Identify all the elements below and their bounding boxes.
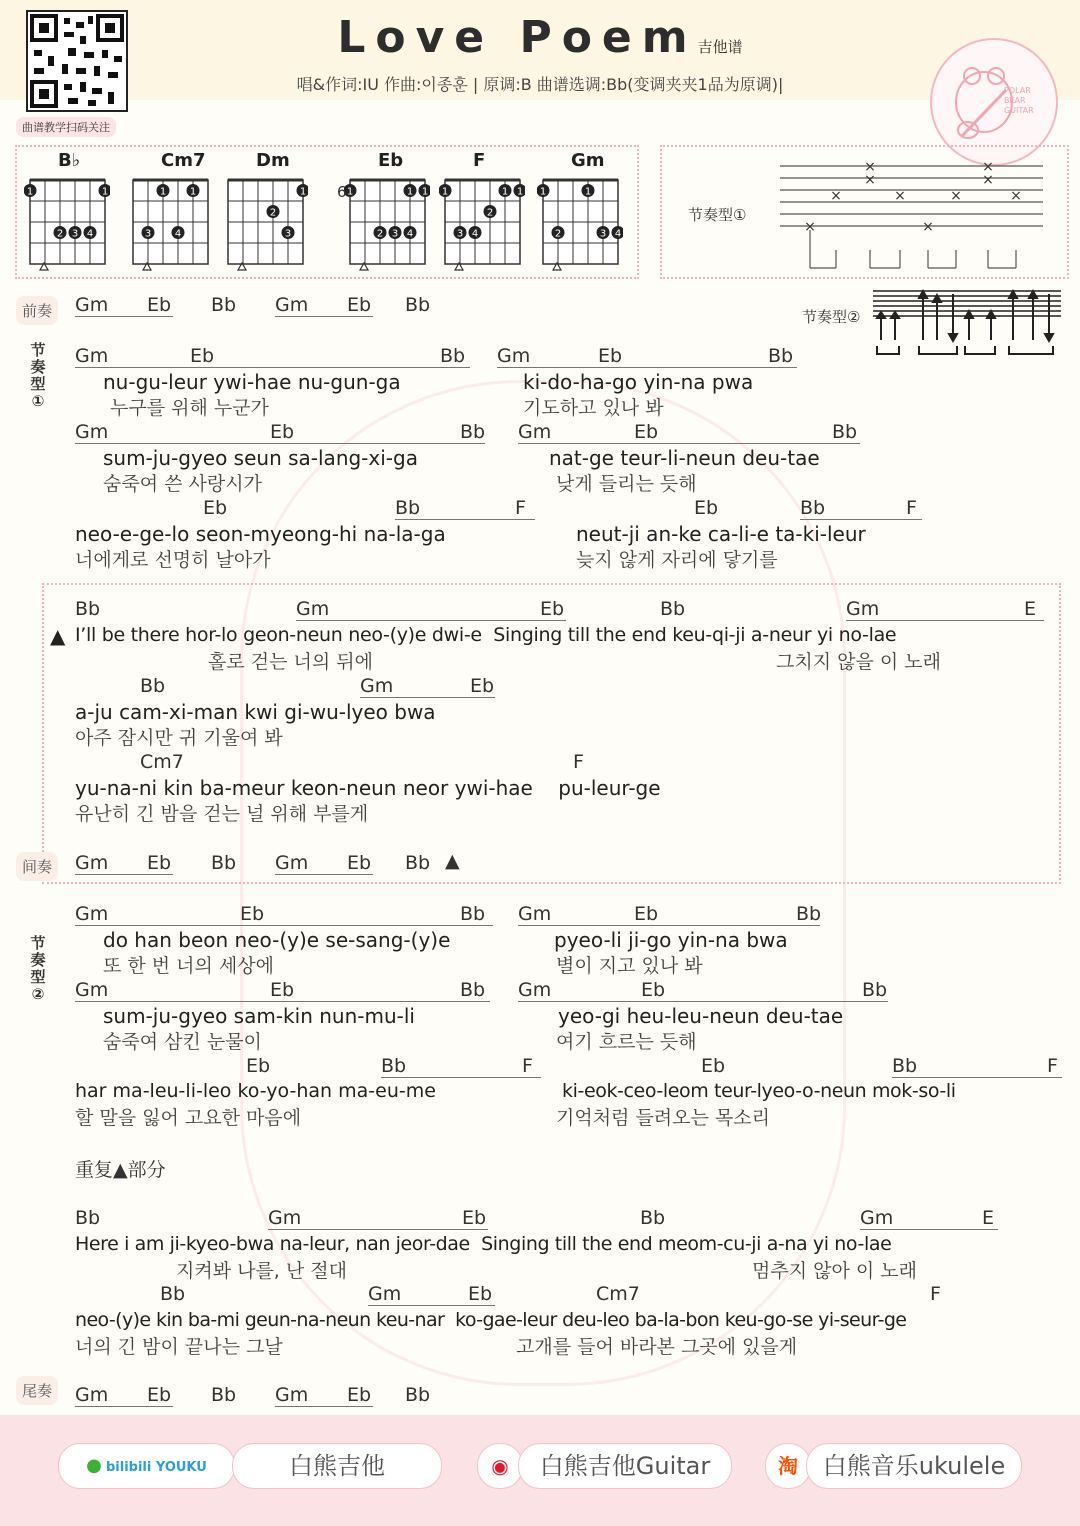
svg-text:1: 1 [346, 186, 354, 198]
chord: Gm [518, 979, 888, 1002]
chord: Eb [240, 903, 265, 925]
svg-text:1: 1 [299, 186, 307, 198]
lyric-line: sum-ju-gyeo seun sa-lang-xi-ga [103, 446, 418, 470]
chord: Gm [296, 598, 566, 621]
lyric-line: a-ju cam-xi-man kwi gi-wu-lyeo bwa [75, 700, 436, 724]
chord-diagram-grid [24, 172, 110, 272]
svg-text:1: 1 [406, 186, 414, 198]
svg-text:×: × [830, 188, 842, 204]
tag-intro: 前奏 [16, 296, 58, 325]
svg-text:×: × [922, 219, 934, 235]
chord: Bb [405, 852, 431, 874]
chord: E [1024, 598, 1037, 620]
svg-text:3: 3 [391, 228, 399, 240]
chord: Gm [275, 852, 373, 875]
chord: Eb [634, 903, 659, 925]
korean-lyric: 여기 흐르는 듯해 [556, 1031, 697, 1053]
svg-text:×: × [804, 219, 816, 235]
korean-lyric: 너의 긴 밤이 끝나는 그날 [75, 1336, 283, 1358]
chord: Eb [190, 345, 215, 367]
lyric-line: nu-gu-leur ywi-hae nu-gun-ga [103, 370, 401, 394]
chord: Eb [147, 852, 172, 874]
chord: Gm [75, 345, 470, 368]
chord-diagram-name: Eb [378, 150, 404, 171]
svg-text:2: 2 [376, 228, 384, 240]
chord-diagram-grid [344, 172, 430, 272]
logo-text: POLAR BEAR GUITAR [1004, 86, 1034, 115]
lyric-line: ki-do-ha-go yin-na pwa [523, 370, 754, 394]
svg-text:2: 2 [269, 207, 277, 219]
account-link-1[interactable]: 白熊吉他 [232, 1443, 442, 1489]
lyric-line: nat-ge teur-li-neun deu-tae [549, 446, 820, 470]
svg-text:×: × [1010, 188, 1022, 204]
chord: Bb [75, 1207, 101, 1229]
chord: Gm [518, 421, 860, 444]
lyric-line: neo-(y)e kin ba-mi geun-na-neun keu-nar ko-gae-leur deu-leo ba-la-bon keu-go-se yi-seur-ge [75, 1309, 907, 1331]
korean-lyric: 낮게 들리는 듯해 [556, 473, 697, 495]
chord: Eb [634, 421, 659, 443]
chord-diagram-name: Gm [571, 150, 605, 171]
chord: Bb [381, 1055, 541, 1078]
korean-lyric: 기억처럼 들려오는 목소리 [556, 1107, 770, 1129]
lyric-line: har ma-leu-li-leo ko-yo-han ma-eu-me [75, 1080, 436, 1102]
chord: Gm [75, 979, 490, 1002]
svg-text:3: 3 [284, 228, 292, 240]
chord: Eb [694, 497, 719, 519]
chord-diagram-grid [439, 172, 525, 272]
chord: Gm [75, 1384, 173, 1407]
svg-text:1: 1 [189, 186, 197, 198]
song-title: Love Poem吉他谱 [337, 12, 743, 63]
svg-text:1: 1 [516, 186, 524, 198]
chord: Gm [75, 294, 173, 317]
korean-lyric: 유난히 긴 밤을 걷는 널 위해 부를게 [75, 803, 369, 825]
svg-text:2: 2 [486, 207, 494, 219]
chord: Eb [468, 1283, 493, 1305]
chord: Bb [640, 1207, 666, 1229]
lyric-line: do han beon neo-(y)e se-sang-(y)e [103, 928, 451, 952]
korean-lyric: 멈추지 않아 이 노래 [752, 1260, 917, 1282]
chord: Bb [460, 903, 486, 925]
account-link-3[interactable]: 白熊音乐ukulele [806, 1443, 1022, 1489]
chord: F [573, 751, 584, 773]
svg-text:4: 4 [406, 228, 414, 240]
svg-text:1: 1 [26, 186, 34, 198]
korean-lyric: 기도하고 있나 봐 [523, 397, 664, 419]
chord: Bb [405, 1384, 431, 1406]
chord: Bb [211, 1384, 237, 1406]
korean-lyric: 지켜봐 나를, 난 절대 [176, 1260, 347, 1282]
svg-text:×: × [894, 188, 906, 204]
repeat-marker: ▲ [445, 850, 460, 872]
chord-diagram-grid [537, 172, 623, 272]
svg-text:×: × [982, 172, 994, 188]
svg-text:4: 4 [471, 228, 479, 240]
chord: Bb [140, 675, 166, 697]
chord: Bb [796, 903, 822, 925]
chord: Gm [360, 675, 495, 698]
chord: Gm [497, 345, 797, 368]
fret-position-marker: 6 [337, 183, 347, 201]
svg-text:3: 3 [456, 228, 464, 240]
title-suffix: 吉他谱 [697, 38, 743, 56]
svg-text:×: × [864, 160, 876, 175]
lyric-line: neo-e-ge-lo seon-myeong-hi na-la-ga [75, 522, 446, 546]
chord: Eb [203, 497, 228, 519]
korean-lyric: 그치지 않을 이 노래 [776, 651, 941, 673]
chord: Gm [275, 294, 373, 317]
svg-text:1: 1 [101, 186, 109, 198]
qr-caption: 曲谱教学扫码关注 [16, 117, 116, 137]
chord: Gm [518, 903, 820, 926]
chord: Eb [270, 979, 295, 1001]
korean-lyric: 별이 지고 있나 봐 [556, 955, 703, 977]
chord-diagram-name: Cm7 [161, 150, 206, 171]
chord: F [522, 1055, 533, 1077]
chord: Gm [846, 598, 1044, 621]
chord: Eb [641, 979, 666, 1001]
svg-text:1: 1 [421, 186, 429, 198]
chord-diagram-name: F [473, 150, 486, 171]
svg-text:×: × [864, 172, 876, 188]
repeat-note: 重复▲部分 [75, 1159, 166, 1181]
rhythm-pattern-2-strum [873, 288, 1063, 358]
korean-lyric: 늦지 않게 자리에 닿기를 [576, 549, 778, 571]
chord: Eb [246, 1055, 271, 1077]
chord: F [1047, 1055, 1058, 1077]
wechat-icon: ● [86, 1455, 102, 1476]
chord: Eb [540, 598, 565, 620]
svg-text:4: 4 [86, 228, 94, 240]
svg-text:1: 1 [501, 186, 509, 198]
chord: Eb [598, 345, 623, 367]
korean-lyric: 숨죽여 삼킨 눈물이 [103, 1031, 262, 1053]
account-link-2[interactable]: 白熊吉他Guitar [518, 1443, 732, 1489]
chord-diagram-grid [127, 172, 213, 272]
chord: Bb [211, 852, 237, 874]
svg-text:×: × [982, 160, 994, 175]
chord: Gm [275, 1384, 373, 1407]
svg-text:4: 4 [614, 228, 622, 240]
chord: E [982, 1207, 995, 1229]
chord: Eb [470, 675, 495, 697]
song-credits: 唱&作词:IU 作曲:이종훈 | 原调:B 曲谱选调:Bb(变调夹夹1品为原调)| [296, 75, 784, 94]
chord: Bb [832, 421, 858, 443]
chord: Gm [268, 1207, 488, 1230]
lyric-line: yeo-gi heu-leu-neun deu-tae [558, 1004, 844, 1028]
korean-lyric: 홀로 걷는 너의 뒤에 [208, 651, 373, 673]
lyric-line: Here i am ji-kyeo-bwa na-leur, nan jeor-dae Singing till the end meom-cu-ji a-na yi no-lae [75, 1233, 892, 1255]
lyric-line: sum-ju-gyeo sam-kin nun-mu-li [103, 1004, 415, 1028]
lyric-line: I’ll be there hor-lo geon-neun neo-(y)e dwi-e Singing till the end keu-qi-ji a-neur yi no-lae [75, 624, 897, 646]
lyric-line: neut-ji an-ke ca-li-e ta-ki-leur [576, 522, 866, 546]
korean-lyric: 숨죽여 쓴 사랑시가 [103, 473, 262, 495]
chord-diagram-name: B♭ [58, 150, 81, 171]
korean-lyric: 너에게로 선명히 날아가 [75, 549, 271, 571]
chord-diagram-name: Dm [256, 150, 290, 171]
chord: Eb [462, 1207, 487, 1229]
tag-rhythm-2: 节奏型② [30, 934, 46, 1003]
chord: Bb [75, 598, 101, 620]
chord: Eb [270, 421, 295, 443]
tag-outro: 尾奏 [16, 1376, 58, 1405]
platform-logos[interactable]: ● bilibili YOUKU [58, 1443, 235, 1489]
chord: Eb [147, 294, 172, 316]
chord: Bb [440, 345, 466, 367]
korean-lyric: 할 말을 잃어 고요한 마음에 [75, 1107, 302, 1129]
rhythm-pattern-2-label: 节奏型② [802, 308, 861, 326]
weibo-icon: ◉ [477, 1443, 523, 1489]
chord: Eb [701, 1055, 726, 1077]
chord: Eb [347, 294, 372, 316]
chord: F [906, 497, 917, 519]
chord: Gm [368, 1283, 495, 1306]
svg-text:2: 2 [554, 228, 562, 240]
chord: Gm [75, 852, 173, 875]
rhythm-pattern-1-label: 节奏型① [688, 206, 747, 224]
chord: Gm [75, 903, 493, 926]
chorus-marker: ▲ [50, 624, 66, 648]
svg-text:3: 3 [71, 228, 79, 240]
chord: Gm [75, 421, 485, 444]
chord: Cm7 [140, 751, 184, 773]
svg-text:2: 2 [56, 228, 64, 240]
chord: Eb [347, 1384, 372, 1406]
chord: Bb [800, 497, 922, 520]
svg-text:×: × [950, 188, 962, 204]
chord: Bb [862, 979, 888, 1001]
chord: Bb [660, 598, 686, 620]
korean-lyric: 고개를 들어 바라본 그곳에 있을게 [516, 1336, 798, 1358]
tag-rhythm-1: 节奏型① [30, 341, 46, 410]
korean-lyric: 아주 잠시만 귀 기울여 봐 [75, 727, 283, 749]
svg-text:1: 1 [584, 186, 592, 198]
chord: Gm [860, 1207, 998, 1230]
lyric-line: pyeo-li ji-go yin-na bwa [554, 928, 788, 952]
korean-lyric: 또 한 번 너의 세상에 [103, 955, 274, 977]
svg-text:1: 1 [539, 186, 547, 198]
chord: Bb [395, 497, 535, 520]
chord-diagram-grid [222, 172, 308, 272]
svg-text:1: 1 [159, 186, 167, 198]
chord: Bb [460, 979, 486, 1001]
svg-text:4: 4 [174, 228, 182, 240]
rhythm-pattern-1-tab [780, 160, 1045, 270]
taobao-icon: 淘 [765, 1443, 811, 1489]
chord: Eb [147, 1384, 172, 1406]
svg-text:3: 3 [144, 228, 152, 240]
chord: Bb [160, 1283, 186, 1305]
chord: Bb [768, 345, 794, 367]
lyric-line: ki-eok-ceo-leom teur-lyeo-o-neun mok-so-li [562, 1080, 956, 1102]
lyric-line: yu-na-ni kin ba-meur keon-neun neor ywi-hae pu-leur-ge [75, 776, 661, 800]
chord: Bb [892, 1055, 1062, 1078]
svg-text:1: 1 [441, 186, 449, 198]
chord: Eb [347, 852, 372, 874]
chord: F [515, 497, 526, 519]
chord: Bb [460, 421, 486, 443]
chord: F [930, 1283, 941, 1305]
svg-text:3: 3 [599, 228, 607, 240]
chord: Cm7 [596, 1283, 640, 1305]
tag-interlude: 间奏 [16, 852, 58, 881]
chord: Bb [405, 294, 431, 316]
korean-lyric: 누구를 위해 누군가 [110, 397, 269, 419]
chord: Bb [211, 294, 237, 316]
